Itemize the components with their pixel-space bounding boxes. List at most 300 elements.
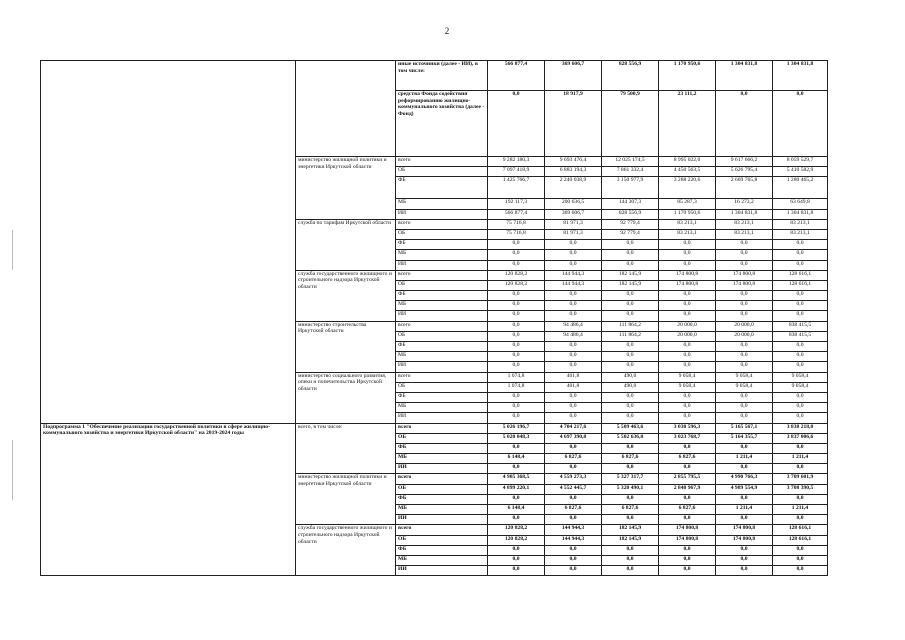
value-cell: 0,0 <box>716 392 773 402</box>
value-cell: 0,0 <box>716 301 773 311</box>
value-cell: 0,0 <box>659 392 716 402</box>
value-cell: 128 616,1 <box>773 535 828 545</box>
value-cell: 174 800,8 <box>716 535 773 545</box>
value-cell: 0,0 <box>488 403 545 413</box>
value-cell: 111 864,2 <box>602 331 659 341</box>
value-cell: 0,0 <box>488 260 545 270</box>
source-label: ФБ <box>396 392 488 402</box>
value-cell: 7 861 332,4 <box>602 167 659 177</box>
value-cell: 0,0 <box>716 494 773 504</box>
value-cell: 0,0 <box>545 555 602 565</box>
value-cell: 0,0 <box>659 443 716 453</box>
value-cell: 0,0 <box>602 342 659 352</box>
value-cell: 0,0 <box>716 240 773 250</box>
value-cell: 6 883 194,3 <box>545 167 602 177</box>
value-cell: 0,0 <box>659 342 716 352</box>
value-cell: 0,0 <box>716 250 773 260</box>
value-cell: 5 502 636,0 <box>602 433 659 443</box>
value-cell: 1 304 831,8 <box>716 61 773 91</box>
value-cell: 0,0 <box>716 555 773 565</box>
value-cell: 120 828,2 <box>488 535 545 545</box>
value-cell: 6 827,6 <box>659 454 716 464</box>
source-label: всего <box>396 157 488 167</box>
value-cell: 7 097 418,9 <box>488 167 545 177</box>
value-cell: 9 617 666,2 <box>716 157 773 167</box>
executor-cell: всего, в том числе: <box>296 423 396 474</box>
value-cell: 83 213,1 <box>773 229 828 239</box>
value-cell: 1 304 831,8 <box>773 61 828 91</box>
page-number: 2 <box>444 26 450 36</box>
value-cell: 0,0 <box>545 240 602 250</box>
value-cell: 1 280 465,2 <box>773 177 828 199</box>
value-cell: 490,0 <box>602 382 659 392</box>
value-cell: 174 800,8 <box>659 270 716 280</box>
value-cell: 0,0 <box>488 291 545 301</box>
value-cell: 5 626 795,4 <box>716 167 773 177</box>
value-cell: 0,0 <box>773 362 828 372</box>
value-cell: 0,0 <box>488 331 545 341</box>
value-cell: 182 145,9 <box>602 525 659 535</box>
value-cell: 0,0 <box>716 545 773 555</box>
value-cell: 144 944,3 <box>545 535 602 545</box>
value-cell: 3 709 601,9 <box>773 474 828 484</box>
value-cell: 0,0 <box>602 545 659 555</box>
value-cell: 1 304 831,8 <box>716 209 773 219</box>
value-cell: 0,0 <box>716 566 773 576</box>
value-cell: 9 058,4 <box>659 372 716 382</box>
value-cell: 0,0 <box>659 555 716 565</box>
value-cell: 0,0 <box>773 352 828 362</box>
value-cell: 5 509 463,6 <box>602 423 659 433</box>
executor-cell: министерство социального развития, опеки и попечительства Иркутской области <box>296 372 396 423</box>
value-cell: 0,0 <box>773 91 828 157</box>
value-cell: 0,0 <box>659 291 716 301</box>
value-cell: 2 855 795,5 <box>659 474 716 484</box>
value-cell: 0,0 <box>602 362 659 372</box>
table-row <box>41 61 828 91</box>
value-cell: 490,0 <box>602 372 659 382</box>
source-label: ОБ <box>396 280 488 290</box>
executor-cell: служба по тарифам Иркутской области <box>296 219 396 270</box>
value-cell: 0,0 <box>488 321 545 331</box>
value-cell: 0,0 <box>602 301 659 311</box>
value-cell: 0,0 <box>488 311 545 321</box>
value-cell: 144 944,3 <box>545 525 602 535</box>
source-label: всего <box>396 219 488 229</box>
value-cell: 5 164 355,7 <box>716 433 773 443</box>
value-cell: 0,0 <box>488 392 545 402</box>
table-row <box>41 423 828 433</box>
value-cell: 838 415,5 <box>773 321 828 331</box>
value-cell: 128 616,1 <box>773 270 828 280</box>
value-cell: 92 779,4 <box>602 229 659 239</box>
source-label: ОБ <box>396 433 488 443</box>
source-label: средства Фонда содействия реформированию жилищно-коммунального хозяйства (далее - Фонд) <box>396 91 488 157</box>
value-cell: 5 327 317,7 <box>602 474 659 484</box>
value-cell: 81 971,3 <box>545 219 602 229</box>
value-cell: 12 025 174,5 <box>602 157 659 167</box>
value-cell: 120 828,2 <box>488 270 545 280</box>
value-cell: 0,0 <box>602 555 659 565</box>
value-cell: 0,0 <box>773 250 828 260</box>
value-cell: 0,0 <box>602 311 659 321</box>
source-label: ИИ <box>396 566 488 576</box>
value-cell: 0,0 <box>659 362 716 372</box>
value-cell: 0,0 <box>659 515 716 525</box>
source-label: ИИ <box>396 311 488 321</box>
scan-margin-mark <box>12 440 13 500</box>
executor-cell: министерство жилищной политики и энергетики Иркутской области <box>296 474 396 525</box>
value-cell: 144 944,3 <box>545 280 602 290</box>
value-cell: 5 165 567,1 <box>716 423 773 433</box>
value-cell: 1 211,4 <box>773 454 828 464</box>
source-label: всего <box>396 474 488 484</box>
value-cell: 0,0 <box>773 494 828 504</box>
value-cell: 0,0 <box>773 545 828 555</box>
value-cell: 0,0 <box>659 545 716 555</box>
value-cell: 79 500,9 <box>602 91 659 157</box>
value-cell: 0,0 <box>773 291 828 301</box>
value-cell: 0,0 <box>773 555 828 565</box>
value-cell: 0,0 <box>488 555 545 565</box>
source-label: МБ <box>396 555 488 565</box>
value-cell: 0,0 <box>545 352 602 362</box>
value-cell: 0,0 <box>545 291 602 301</box>
value-cell: 0,0 <box>545 392 602 402</box>
value-cell: 1 170 950,6 <box>659 61 716 91</box>
value-cell: 20 000,0 <box>716 321 773 331</box>
value-cell: 128 616,1 <box>773 280 828 290</box>
value-cell: 2 240 038,9 <box>545 177 602 199</box>
value-cell: 4 552 445,7 <box>545 484 602 494</box>
source-label: МБ <box>396 505 488 515</box>
value-cell: 3 838 218,0 <box>773 423 828 433</box>
value-cell: 5 320 490,1 <box>602 484 659 494</box>
value-cell: 3 150 977,9 <box>602 177 659 199</box>
value-cell: 0,0 <box>716 362 773 372</box>
value-cell: 182 145,9 <box>602 280 659 290</box>
value-cell: 6 827,6 <box>545 505 602 515</box>
value-cell: 4 990 766,3 <box>716 474 773 484</box>
budget-table-sheet <box>40 60 827 576</box>
value-cell: 6 827,6 <box>659 505 716 515</box>
value-cell: 369 606,7 <box>545 61 602 91</box>
value-cell: 4 697 390,0 <box>545 433 602 443</box>
value-cell: 120 828,2 <box>488 525 545 535</box>
value-cell: 0,0 <box>488 342 545 352</box>
value-cell: 0,0 <box>602 494 659 504</box>
value-cell: 4 905 368,5 <box>488 474 545 484</box>
value-cell: 0,0 <box>545 566 602 576</box>
value-cell: 0,0 <box>716 342 773 352</box>
value-cell: 192 117,3 <box>488 199 545 209</box>
value-cell: 23 111,2 <box>659 91 716 157</box>
value-cell: 75 716,8 <box>488 219 545 229</box>
value-cell: 369 606,7 <box>545 209 602 219</box>
value-cell: 0,0 <box>545 515 602 525</box>
source-label: ОБ <box>396 382 488 392</box>
value-cell: 0,0 <box>488 413 545 423</box>
source-label: ОБ <box>396 535 488 545</box>
source-label: всего <box>396 372 488 382</box>
value-cell: 4 450 563,5 <box>659 167 716 177</box>
value-cell: 566 877,4 <box>488 61 545 91</box>
executor-cell: министерство строительства Иркутской области <box>296 321 396 372</box>
value-cell: 1 074,8 <box>488 372 545 382</box>
value-cell: 9 058,4 <box>773 372 828 382</box>
value-cell: 5 410 582,9 <box>773 167 828 177</box>
budget-table-body <box>41 61 828 576</box>
value-cell: 6 827,6 <box>602 454 659 464</box>
value-cell: 401,8 <box>545 372 602 382</box>
value-cell: 0,0 <box>545 301 602 311</box>
value-cell: 182 145,9 <box>602 535 659 545</box>
source-label: ОБ <box>396 167 488 177</box>
value-cell: 828 556,9 <box>602 209 659 219</box>
value-cell: 1 425 766,7 <box>488 177 545 199</box>
source-label: МБ <box>396 250 488 260</box>
value-cell: 83 213,1 <box>716 229 773 239</box>
source-label: ИИ <box>396 260 488 270</box>
value-cell: 0,0 <box>545 494 602 504</box>
source-label: всего <box>396 270 488 280</box>
value-cell: 6 148,4 <box>488 454 545 464</box>
value-cell: 0,0 <box>545 464 602 474</box>
subprogram-title: Подпрограмма 1 "Обеспечение реализации государственной политики в сфере жилищно-коммунального хозяйства и энергетики Иркутской области" на 2019-2024 годы <box>41 423 296 576</box>
value-cell: 0,0 <box>773 311 828 321</box>
value-cell: 3 030 596,3 <box>659 423 716 433</box>
value-cell: 0,0 <box>773 443 828 453</box>
value-cell: 144 944,3 <box>545 270 602 280</box>
value-cell: 0,0 <box>545 362 602 372</box>
value-cell: 0,0 <box>773 515 828 525</box>
value-cell: 20 000,0 <box>659 331 716 341</box>
value-cell: 63 649,8 <box>773 199 828 209</box>
source-label: ОБ <box>396 331 488 341</box>
value-cell: 828 556,9 <box>602 61 659 91</box>
value-cell: 94 486,4 <box>545 331 602 341</box>
value-cell: 0,0 <box>602 352 659 362</box>
value-cell: 0,0 <box>602 413 659 423</box>
value-cell: 83 213,1 <box>773 219 828 229</box>
value-cell: 6 148,4 <box>488 505 545 515</box>
value-cell: 16 273,2 <box>716 199 773 209</box>
value-cell: 0,0 <box>716 464 773 474</box>
value-cell: 0,0 <box>716 515 773 525</box>
value-cell: 1 211,4 <box>773 505 828 515</box>
value-cell: 0,0 <box>488 362 545 372</box>
value-cell: 174 800,8 <box>716 270 773 280</box>
value-cell: 9 693 476,4 <box>545 157 602 167</box>
value-cell: 0,0 <box>716 91 773 157</box>
source-label: ИИ <box>396 362 488 372</box>
value-cell: 0,0 <box>545 311 602 321</box>
value-cell: 174 800,8 <box>716 525 773 535</box>
value-cell: 182 145,9 <box>602 270 659 280</box>
source-label: ФБ <box>396 545 488 555</box>
value-cell: 0,0 <box>545 413 602 423</box>
source-label: ФБ <box>396 177 488 199</box>
source-label: МБ <box>396 352 488 362</box>
value-cell: 4 899 220,1 <box>488 484 545 494</box>
value-cell: 75 716,8 <box>488 229 545 239</box>
value-cell: 0,0 <box>602 403 659 413</box>
value-cell: 0,0 <box>488 250 545 260</box>
value-cell: 0,0 <box>488 443 545 453</box>
value-cell: 0,0 <box>659 250 716 260</box>
value-cell: 8 059 529,7 <box>773 157 828 167</box>
source-label: всего <box>396 525 488 535</box>
value-cell: 0,0 <box>488 240 545 250</box>
source-label: МБ <box>396 454 488 464</box>
value-cell: 4 559 273,3 <box>545 474 602 484</box>
value-cell: 0,0 <box>488 566 545 576</box>
source-label: ФБ <box>396 494 488 504</box>
value-cell: 0,0 <box>773 413 828 423</box>
source-label: ФБ <box>396 342 488 352</box>
source-label: МБ <box>396 403 488 413</box>
value-cell: 0,0 <box>602 240 659 250</box>
value-cell: 3 023 768,7 <box>659 433 716 443</box>
source-label: всего <box>396 321 488 331</box>
value-cell: 0,0 <box>488 352 545 362</box>
value-cell: 5 020 048,3 <box>488 433 545 443</box>
value-cell: 4 704 217,6 <box>545 423 602 433</box>
value-cell: 94 486,4 <box>545 321 602 331</box>
value-cell: 0,0 <box>545 250 602 260</box>
value-cell: 0,0 <box>716 443 773 453</box>
value-cell: 838 415,5 <box>773 331 828 341</box>
source-label: ОБ <box>396 484 488 494</box>
value-cell: 120 828,2 <box>488 280 545 290</box>
value-cell: 0,0 <box>602 464 659 474</box>
value-cell: 3 288 220,6 <box>659 177 716 199</box>
value-cell: 0,0 <box>488 494 545 504</box>
value-cell: 4 989 554,9 <box>716 484 773 494</box>
value-cell: 0,0 <box>716 260 773 270</box>
value-cell: 0,0 <box>773 240 828 250</box>
program-cell-empty <box>41 61 296 424</box>
value-cell: 0,0 <box>773 301 828 311</box>
value-cell: 85 287,3 <box>659 199 716 209</box>
value-cell: 0,0 <box>716 403 773 413</box>
executor-cell: министерство жилищной политики и энергетики Иркутской области <box>296 157 396 220</box>
executor-cell-empty <box>296 61 396 157</box>
source-label: ИИ <box>396 464 488 474</box>
value-cell: 0,0 <box>602 392 659 402</box>
source-label: ИИ <box>396 515 488 525</box>
source-label: ФБ <box>396 291 488 301</box>
source-label: ОБ <box>396 229 488 239</box>
value-cell: 0,0 <box>602 566 659 576</box>
executor-cell: служба государственного жилищного и строительного надзора Иркутской области <box>296 270 396 321</box>
source-label: ИИ <box>396 209 488 219</box>
value-cell: 83 213,1 <box>659 229 716 239</box>
value-cell: 1 211,4 <box>716 505 773 515</box>
value-cell: 144 307,3 <box>602 199 659 209</box>
value-cell: 0,0 <box>602 515 659 525</box>
value-cell: 0,0 <box>659 311 716 321</box>
value-cell: 174 800,8 <box>659 280 716 290</box>
value-cell: 0,0 <box>659 352 716 362</box>
value-cell: 0,0 <box>716 352 773 362</box>
value-cell: 1 074,8 <box>488 382 545 392</box>
value-cell: 0,0 <box>545 260 602 270</box>
value-cell: 0,0 <box>716 413 773 423</box>
value-cell: 6 827,6 <box>602 505 659 515</box>
value-cell: 20 000,0 <box>716 331 773 341</box>
value-cell: 0,0 <box>773 342 828 352</box>
value-cell: 0,0 <box>545 443 602 453</box>
value-cell: 174 800,8 <box>716 280 773 290</box>
value-cell: 5 026 196,7 <box>488 423 545 433</box>
value-cell: 0,0 <box>602 291 659 301</box>
value-cell: 3 837 006,6 <box>773 433 828 443</box>
value-cell: 566 877,4 <box>488 209 545 219</box>
value-cell: 0,0 <box>545 342 602 352</box>
value-cell: 9 058,4 <box>773 382 828 392</box>
value-cell: 1 170 950,6 <box>659 209 716 219</box>
value-cell: 0,0 <box>716 311 773 321</box>
value-cell: 92 779,4 <box>602 219 659 229</box>
value-cell: 8 995 022,0 <box>659 157 716 167</box>
source-label: МБ <box>396 301 488 311</box>
value-cell: 0,0 <box>488 545 545 555</box>
value-cell: 1 211,4 <box>716 454 773 464</box>
source-label: МБ <box>396 199 488 209</box>
value-cell: 0,0 <box>488 464 545 474</box>
value-cell: 83 213,1 <box>716 219 773 229</box>
value-cell: 6 827,6 <box>545 454 602 464</box>
source-label: ФБ <box>396 240 488 250</box>
value-cell: 9 282 180,3 <box>488 157 545 167</box>
value-cell: 0,0 <box>659 494 716 504</box>
scan-margin-mark <box>12 230 13 270</box>
value-cell: 2 669 765,8 <box>716 177 773 199</box>
value-cell: 81 971,3 <box>545 229 602 239</box>
value-cell: 0,0 <box>488 515 545 525</box>
value-cell: 0,0 <box>545 545 602 555</box>
value-cell: 0,0 <box>773 566 828 576</box>
value-cell: 0,0 <box>602 443 659 453</box>
value-cell: 20 000,0 <box>659 321 716 331</box>
value-cell: 0,0 <box>773 392 828 402</box>
value-cell: 0,0 <box>716 291 773 301</box>
source-label: ФБ <box>396 443 488 453</box>
value-cell: 200 636,5 <box>545 199 602 209</box>
value-cell: 128 616,1 <box>773 525 828 535</box>
value-cell: 83 213,1 <box>659 219 716 229</box>
value-cell: 0,0 <box>773 464 828 474</box>
value-cell: 174 800,8 <box>659 525 716 535</box>
value-cell: 0,0 <box>659 464 716 474</box>
value-cell: 9 058,4 <box>716 372 773 382</box>
value-cell: 0,0 <box>659 403 716 413</box>
value-cell: 0,0 <box>545 403 602 413</box>
source-label: иные источники (далее - ИИ), в том числе: <box>396 61 488 91</box>
value-cell: 401,8 <box>545 382 602 392</box>
value-cell: 0,0 <box>659 301 716 311</box>
value-cell: 2 848 967,9 <box>659 484 716 494</box>
value-cell: 0,0 <box>773 260 828 270</box>
value-cell: 0,0 <box>773 403 828 413</box>
value-cell: 0,0 <box>659 240 716 250</box>
budget-table <box>40 60 828 576</box>
value-cell: 0,0 <box>488 91 545 157</box>
source-label: всего <box>396 423 488 433</box>
value-cell: 0,0 <box>659 413 716 423</box>
value-cell: 0,0 <box>659 260 716 270</box>
